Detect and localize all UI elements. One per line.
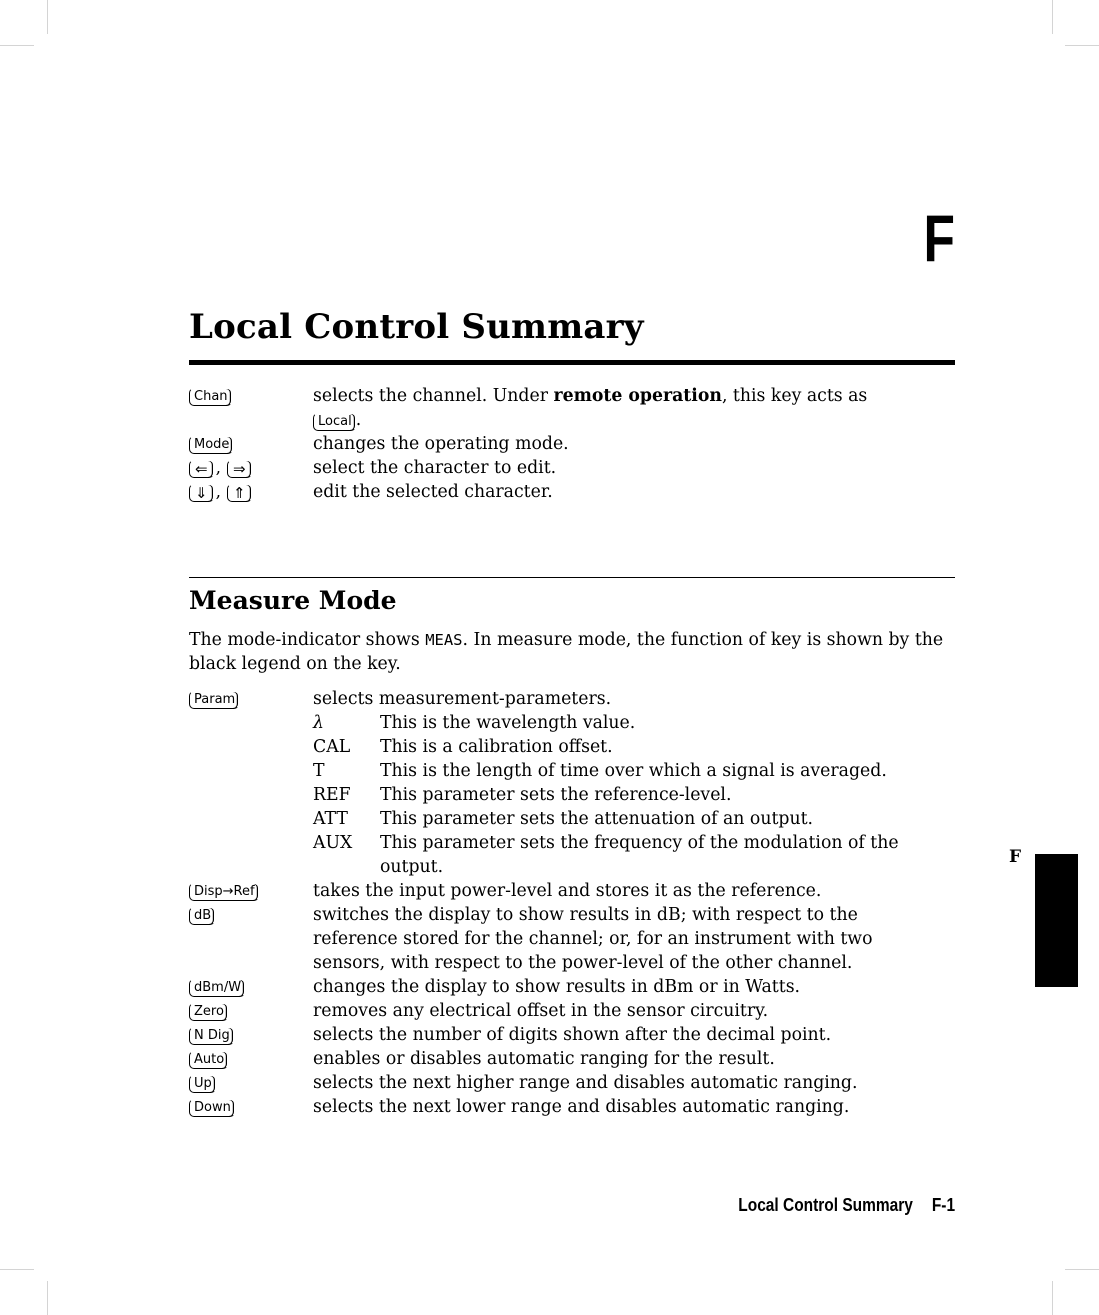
left-arrow-key[interactable]: ⇐ — [189, 460, 214, 478]
chapter-letter: F — [923, 201, 955, 275]
local-control-list — [189, 384, 959, 504]
entry-description: removes any electrical offset in the sensor circuitry. — [313, 1001, 769, 1021]
entry-keys — [189, 456, 313, 480]
title-rule — [189, 360, 955, 365]
entry-left-right — [189, 456, 959, 480]
param-name: AUX — [313, 833, 353, 853]
entry-param — [189, 687, 959, 879]
param-name: REF — [313, 785, 351, 805]
entry-down-up — [189, 480, 959, 504]
param-row — [313, 807, 959, 831]
section-rule — [189, 577, 955, 578]
param-text: This parameter sets the frequency of the modulation of the output. — [380, 833, 899, 877]
param-text: This parameter sets the reference-level. — [380, 785, 732, 805]
right-arrow-key[interactable]: ⇒ — [227, 460, 252, 478]
n-dig-key[interactable]: N Dig — [189, 1027, 234, 1045]
chapter-tab-marker — [1035, 854, 1078, 987]
param-key[interactable]: Param — [189, 691, 239, 709]
page-number: F-1 — [931, 1195, 955, 1215]
entry-up — [189, 1071, 959, 1095]
param-name: ATT — [313, 809, 348, 829]
crop-mark — [1065, 45, 1099, 46]
intro-text: The mode-indicator shows — [189, 630, 426, 650]
param-row — [313, 831, 959, 879]
entry-keys — [189, 1095, 313, 1119]
entry-description: switches the display to show results in dB; with respect to the reference stored for the channel; or, for an instrument with two sensors, with respect to the power-level of the other channel. — [313, 905, 873, 973]
entry-n-dig — [189, 1023, 959, 1047]
param-desc: selects measurement-parameters. — [313, 689, 612, 709]
entry-db — [189, 903, 959, 975]
param-name: λ — [313, 713, 324, 733]
entry-keys — [189, 687, 313, 711]
key-separator: , — [215, 482, 221, 502]
param-text: This parameter sets the attenuation of an output. — [380, 809, 814, 829]
param-name: T — [313, 761, 325, 781]
entry-keys — [189, 384, 313, 408]
remote-operation-text: remote operation — [553, 386, 722, 406]
entry-description: selects the number of digits shown after the decimal point. — [313, 1025, 832, 1045]
crop-mark — [47, 0, 48, 34]
crop-mark — [1052, 0, 1053, 34]
up-key[interactable]: Up — [189, 1075, 216, 1093]
crop-mark — [0, 45, 34, 46]
param-name: CAL — [313, 737, 351, 757]
dbm-w-key[interactable]: dBm/W — [189, 979, 245, 997]
down-arrow-key[interactable]: ⇓ — [189, 484, 214, 502]
section-intro — [189, 628, 959, 676]
entry-disp-ref — [189, 879, 959, 903]
crop-mark — [0, 1269, 34, 1270]
entry-keys — [189, 480, 313, 504]
entry-keys — [189, 1023, 313, 1047]
param-text: This is a calibration offset. — [380, 737, 613, 757]
param-text: This is the length of time over which a signal is averaged. — [380, 761, 887, 781]
page-footer — [738, 1192, 955, 1218]
intro-text-end: . In measure mode, the function of key is shown by the black legend on the key. — [189, 630, 944, 674]
entry-chan — [189, 384, 959, 432]
entry-mode — [189, 432, 959, 456]
entry-description: takes the input power-level and stores it as the reference. — [313, 881, 822, 901]
param-row — [313, 711, 959, 735]
param-row — [313, 735, 959, 759]
entry-keys — [189, 903, 313, 927]
local-key[interactable]: Local — [313, 413, 356, 431]
db-key[interactable]: dB — [189, 907, 215, 925]
entry-keys — [189, 999, 313, 1023]
entry-zero — [189, 999, 959, 1023]
entry-keys — [189, 879, 313, 903]
entry-down — [189, 1095, 959, 1119]
key-separator: , — [215, 458, 221, 478]
entry-description: changes the operating mode. — [313, 434, 569, 454]
chan-key[interactable]: Chan — [189, 388, 232, 406]
disp-ref-key[interactable]: Disp→Ref — [189, 883, 259, 901]
page-title: Local Control Summary — [189, 307, 644, 347]
param-row — [313, 783, 959, 807]
mode-indicator-code: MEAS — [425, 631, 463, 649]
entry-description: selects the next higher range and disables automatic ranging. — [313, 1073, 858, 1093]
chan-desc-text: selects the channel. Under — [313, 386, 554, 406]
entry-description — [313, 687, 959, 879]
entry-description: enables or disables automatic ranging for the result. — [313, 1049, 775, 1069]
down-key[interactable]: Down — [189, 1099, 235, 1117]
entry-description: edit the selected character. — [313, 482, 553, 502]
entry-description: selects the channel. Under remote operation, this key acts as Local . — [313, 386, 868, 430]
footer-title: Local Control Summary — [738, 1195, 913, 1215]
entry-keys — [189, 1071, 313, 1095]
entry-description: select the character to edit. — [313, 458, 557, 478]
crop-mark — [1065, 1269, 1099, 1270]
entry-description: selects the next lower range and disables automatic ranging. — [313, 1097, 850, 1117]
chan-desc-text-end: , this key acts as — [721, 386, 868, 406]
auto-key[interactable]: Auto — [189, 1051, 228, 1069]
parameter-list — [313, 711, 959, 879]
param-row — [313, 759, 959, 783]
entry-description: changes the display to show results in dBm or in Watts. — [313, 977, 801, 997]
crop-mark — [47, 1281, 48, 1315]
up-arrow-key[interactable]: ⇑ — [227, 484, 252, 502]
crop-mark — [1052, 1281, 1053, 1315]
param-text: This is the wavelength value. — [380, 713, 636, 733]
mode-key[interactable]: Mode — [189, 436, 233, 454]
measure-mode-list — [189, 687, 959, 1119]
entry-keys — [189, 432, 313, 456]
side-tab-letter: F — [1009, 847, 1022, 867]
entry-auto — [189, 1047, 959, 1071]
entry-keys — [189, 1047, 313, 1071]
section-title: Measure Mode — [189, 586, 397, 615]
entry-keys — [189, 975, 313, 999]
entry-dbm-w — [189, 975, 959, 999]
zero-key[interactable]: Zero — [189, 1003, 228, 1021]
